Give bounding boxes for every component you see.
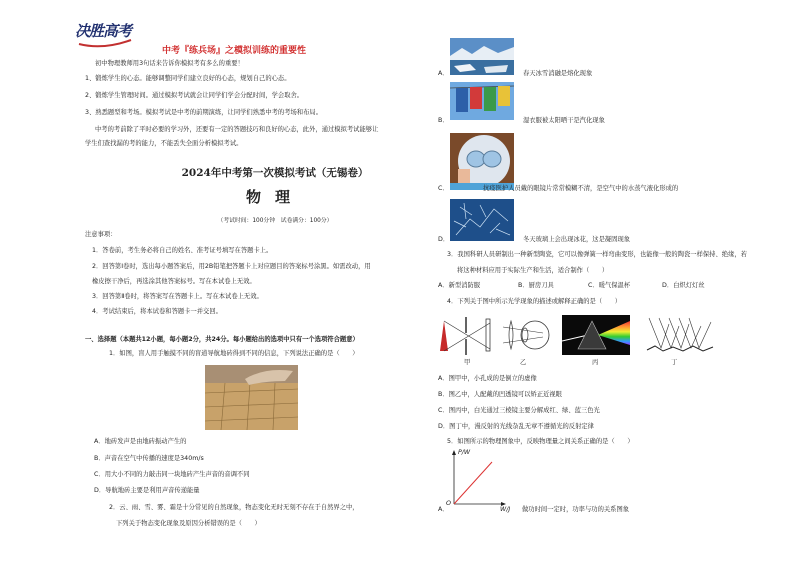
q5-option-a-letter: A． — [438, 506, 449, 513]
fig-label-bing: 丙 — [592, 359, 599, 366]
fig-label-yi: 乙 — [520, 359, 527, 366]
fig-label-ding: 丁 — [671, 359, 678, 366]
q2-option-d-letter: D． — [438, 236, 450, 243]
q4-option-a: A．图甲中，小孔成的是倒立的虚像 — [438, 375, 537, 382]
ice-flower-photo — [450, 199, 514, 241]
notice-1: 1．答卷前，考生务必将自己的姓名、准考证号填写在答题卡上。 — [92, 247, 273, 254]
notice-heading: 注意事项： — [85, 231, 117, 238]
q5-option-a-text: 做功时间一定时，功率与功的关系图象 — [522, 506, 630, 513]
q2-option-c-letter: C． — [438, 185, 449, 192]
q3-stem-line-1: 3．我国科研人员研制出一种新型陶瓷，它可以像弹簧一样弯曲变形，也能像一般的陶瓷一样保持、绝缘，若 — [447, 251, 747, 258]
q5-stem: 5．如图所示的物理图象中，反映物理量之间关系正确的是（ ） — [447, 438, 634, 445]
q2-option-b-text: 湿衣服被太阳晒干是汽化现象 — [523, 117, 605, 124]
q5-graph-a — [448, 448, 506, 512]
q2-stem-line-1: 2．云、雨、雪、雾、霜是十分常见的自然现象，物态变化无时无刻不存在于自然界之中， — [109, 504, 359, 511]
q1-option-b: B．声音在空气中传播的速度是340m/s — [94, 455, 204, 462]
medic-goggles-photo — [450, 133, 514, 190]
power-work-graph — [448, 448, 506, 512]
q2-option-a-text: 春天冰雪消融是熔化现象 — [523, 70, 593, 77]
eye-lens-diagram — [503, 317, 553, 353]
notice-3: 3．回答第Ⅱ卷时，将答案写在答题卡上。写在本试卷上无效。 — [92, 293, 263, 300]
exam-title: 2024年中考第一次模拟考试（无锡卷） — [181, 167, 369, 179]
promo-closing-1: 中考的考前除了平时必要的学习外，还要有一定的答题技巧和良好的心态，此外，通过模拟考试能够让 — [95, 126, 379, 133]
prism-figure — [562, 315, 630, 355]
exam-meta: （考试时间：100分钟 试卷满分：100分） — [217, 218, 333, 224]
prism-diagram — [562, 315, 630, 355]
q4-stem: 4．下列关于图中所示光学现象的描述或解释正确的是（ ） — [447, 298, 622, 305]
laundry-image — [450, 82, 514, 120]
promo-intro: 初中物理教师用3句话来告诉你模拟考有多么的重要！ — [95, 60, 244, 67]
promo-point-2: 2、锻炼学生管理时间。通过模拟考试就会让同学们学会分配时间，学会取舍。 — [85, 92, 304, 99]
melting-snow-image — [450, 38, 514, 75]
q2-option-d-text: 冬天玻璃上会出现冰花，这是凝固现象 — [523, 236, 631, 243]
melting-snow-photo — [450, 38, 514, 75]
q2-option-b-letter: B． — [438, 117, 449, 124]
q2-option-a-letter: A． — [438, 70, 449, 77]
graph-x-label: W/J — [500, 506, 511, 513]
promo-title: 中考『练兵场』之模拟训练的重要性 — [162, 46, 307, 56]
pinhole-diagram — [438, 315, 498, 355]
notice-4: 4．考试结束后，将本试卷和答题卡一并交回。 — [92, 308, 222, 315]
diffuse-reflection-figure — [645, 314, 715, 356]
medic-goggles-image — [450, 133, 514, 190]
logo-text: 决胜高考 — [75, 22, 132, 40]
ice-flower-image — [450, 199, 514, 241]
pinhole-figure — [438, 315, 498, 355]
q3-option-c: C．暖气保温杯 — [588, 282, 631, 289]
notice-2: 2．回答第Ⅰ卷时，选出每小题答案后，用2B铅笔把答题卡上对应题目的答案标号涂黑。如需改动，用 — [92, 263, 371, 270]
q4-option-b: B．图乙中，人配戴的凹透镜可以矫正近视眼 — [438, 391, 562, 398]
q3-option-b: B．厨房刀具 — [518, 282, 554, 289]
tactile-paving-photo — [205, 365, 298, 430]
q3-option-d: D．白炽灯灯丝 — [662, 282, 705, 289]
fig-label-jia: 甲 — [464, 359, 471, 366]
graph-y-label: P/W — [458, 449, 471, 456]
q3-option-a: A．新型消防服 — [438, 282, 481, 289]
q2-option-c-text: 抗疫医护人员戴的眼镜片常常模糊不清，是空气中的水蒸气液化形成的 — [483, 185, 679, 192]
notice-2b: 橡皮擦干净后，再选涂其他答案标号。写在本试卷上无效。 — [92, 278, 256, 285]
diffuse-reflection-diagram — [645, 314, 715, 356]
q1-option-d: D．导航地砖主要是利用声音传递能量 — [94, 487, 200, 494]
promo-closing-2: 学生们查找漏的考的能力，不能丢失全面分析模拟考试。 — [85, 140, 243, 147]
graph-origin: O — [446, 500, 451, 507]
q3-stem-line-2: 将这种材料应用于实际生产和生活，适合制作（ ） — [457, 267, 609, 274]
promo-point-1: 1、锻炼学生的心态。能够调整同学们建立良好的心态，规划自己的心态。 — [85, 75, 291, 82]
logo — [73, 14, 135, 50]
q4-option-d: D．图丁中，漫反射的光线杂乱无章不遵循光的反射定律 — [438, 423, 594, 430]
q1-option-c: C．用大小不同的力敲击同一块地砖产生声音的音调不同 — [94, 471, 250, 478]
eye-lens-figure — [503, 317, 553, 353]
q4-option-c: C．图丙中，白光通过三棱镜主要分解成红、绿、蓝三色光 — [438, 407, 600, 414]
q1-stem: 1．如图，盲人用手触摸不同的盲道导航地砖得到不同的信息，下列说法正确的是（ ） — [109, 350, 359, 357]
q2-stem-line-2: 下列关于物态变化现象及原因分析错误的是（ ） — [116, 520, 261, 527]
promo-point-3: 3、熟悉题型和考场。模拟考试是中考的前期演练，让同学们熟悉中考的考场和布局。 — [85, 109, 322, 116]
laundry-photo — [450, 82, 514, 120]
tactile-paving-image — [205, 365, 298, 430]
section-heading: 一、选择题（本题共12小题，每小题2分，共24分。每小题给出的选项中只有一个选项符合题意） — [85, 336, 359, 343]
subject-title: 物理 — [245, 188, 304, 206]
q1-option-a: A．地砖发声是由地砖振动产生的 — [94, 438, 187, 445]
